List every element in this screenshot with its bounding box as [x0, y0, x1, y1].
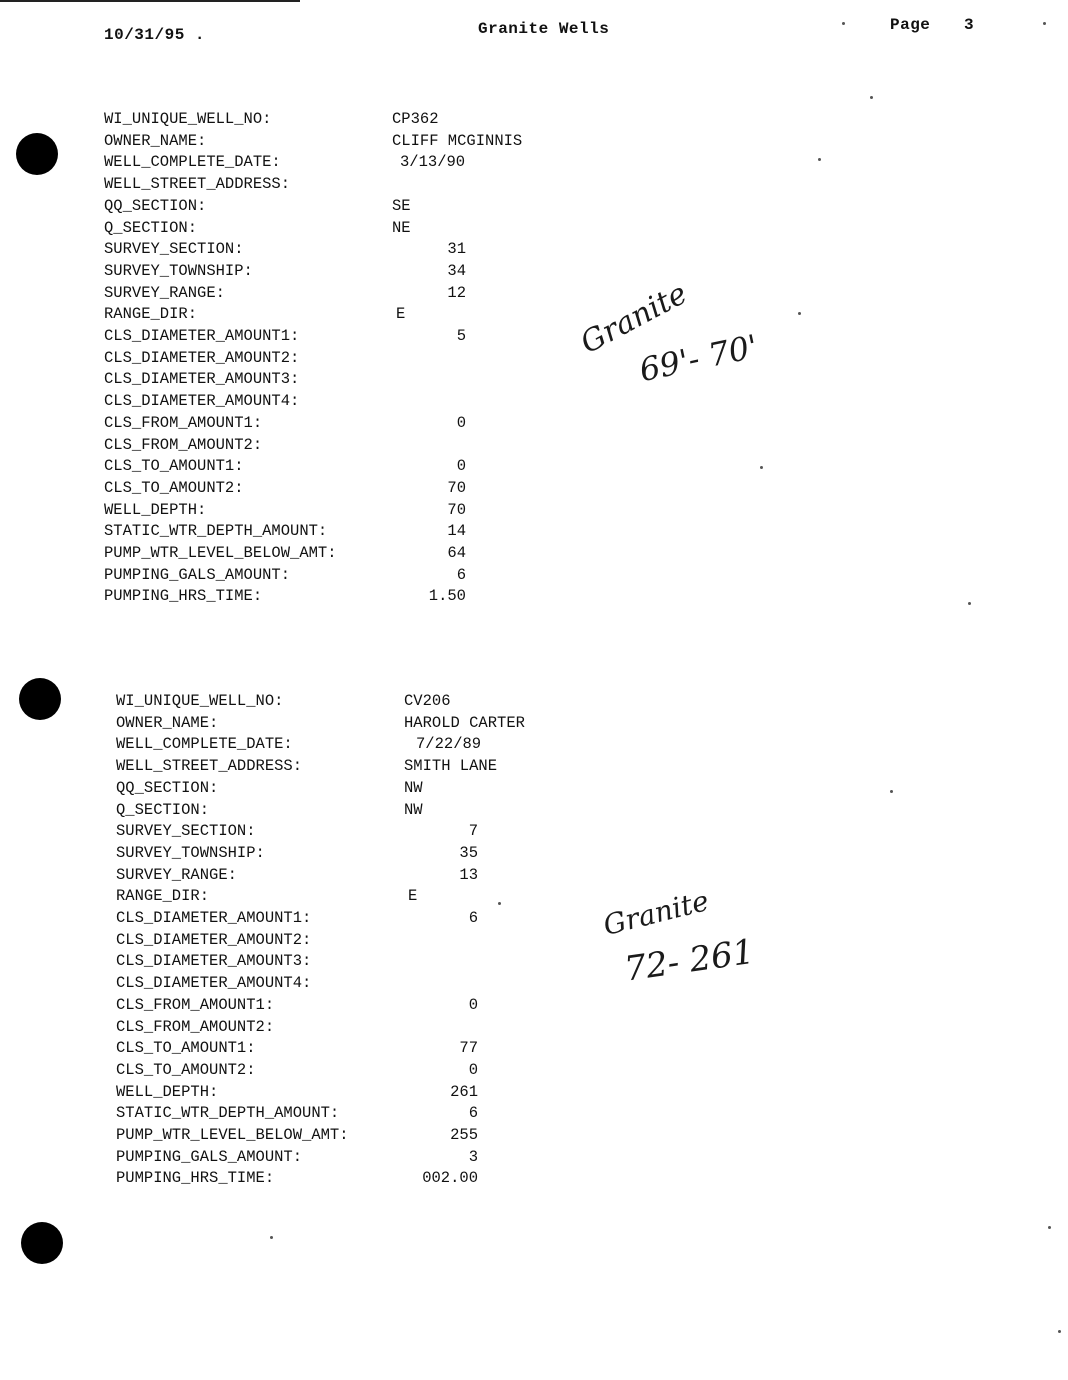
field-row-cls-from-amount2 — [104, 436, 564, 458]
field-row-pumping-gals-amount — [104, 566, 564, 588]
field-row-owner-name — [116, 714, 576, 736]
scan-speck — [968, 602, 971, 605]
field-row-range-dir — [104, 305, 564, 327]
scan-speck — [818, 158, 821, 161]
scan-speck — [798, 312, 801, 315]
handwritten-annotation-2-line1: Granite — [600, 884, 713, 943]
field-label-range-dir: RANGE_DIR: — [116, 887, 210, 906]
field-row-cls-from-amount1 — [116, 996, 576, 1018]
field-label-survey-township: SURVEY_TOWNSHIP: — [116, 843, 265, 862]
field-label-owner-name: OWNER_NAME: — [104, 131, 207, 150]
field-label-pumping-gals-amount: PUMPING_GALS_AMOUNT: — [116, 1147, 303, 1166]
scan-speck — [1058, 1330, 1061, 1333]
field-label-well-complete-date: WELL_COMPLETE_DATE: — [116, 735, 293, 754]
handwritten-annotation-1-line1: Granite — [575, 276, 693, 361]
field-value-pumping-gals-amount: 6 — [456, 565, 466, 584]
field-row-pumping-gals-amount — [116, 1148, 576, 1170]
field-value-cls-to-amount2: 70 — [447, 478, 466, 497]
field-value-pumping-hrs-time: 1.50 — [428, 587, 466, 606]
field-label-cls-diameter-amount1: CLS_DIAMETER_AMOUNT1: — [104, 327, 300, 345]
scan-speck — [498, 902, 501, 905]
field-value-cls-to-amount1: 77 — [459, 1039, 478, 1058]
field-label-qq-section: QQ_SECTION: — [116, 778, 219, 797]
field-row-well-complete-date — [104, 153, 564, 175]
field-row-cls-diameter-amount2 — [116, 931, 576, 953]
field-value-well-complete-date: 7/22/89 — [416, 735, 482, 754]
well-record-cp362 — [104, 110, 564, 610]
field-row-wi-unique-well-no — [116, 692, 576, 714]
field-label-cls-to-amount2: CLS_TO_AMOUNT2: — [104, 478, 244, 497]
field-value-survey-township: 34 — [447, 261, 466, 280]
field-label-pumping-gals-amount: PUMPING_GALS_AMOUNT: — [104, 565, 291, 584]
field-row-cls-from-amount1 — [104, 414, 564, 436]
field-value-static-wtr-depth-amount: 6 — [468, 1104, 478, 1123]
field-label-qq-section: QQ_SECTION: — [104, 196, 207, 215]
field-value-well-street-address: SMITH LANE — [404, 757, 498, 776]
field-label-cls-from-amount1: CLS_FROM_AMOUNT1: — [104, 413, 263, 432]
field-value-survey-section: 31 — [447, 240, 466, 259]
field-label-survey-range: SURVEY_RANGE: — [104, 283, 225, 302]
field-value-range-dir: E — [408, 887, 418, 906]
field-label-pump-wtr-level-below-amt: PUMP_WTR_LEVEL_BELOW_AMT: — [104, 544, 337, 562]
field-label-cls-to-amount2: CLS_TO_AMOUNT2: — [116, 1060, 256, 1079]
top-rule — [0, 0, 300, 2]
field-label-cls-from-amount2: CLS_FROM_AMOUNT2: — [104, 435, 263, 454]
field-row-pump-wtr-level-below-amt — [104, 544, 564, 566]
field-label-cls-diameter-amount3: CLS_DIAMETER_AMOUNT3: — [104, 370, 300, 389]
field-row-pumping-hrs-time — [104, 587, 564, 609]
scan-speck — [1043, 22, 1046, 25]
field-row-range-dir — [116, 887, 576, 909]
field-row-well-depth — [116, 1083, 576, 1105]
field-value-cls-to-amount1: 0 — [456, 457, 466, 476]
field-row-survey-range — [104, 284, 564, 306]
print-date: 10/31/95 . — [104, 26, 206, 44]
field-value-wi-unique-well-no: CV206 — [404, 692, 451, 710]
field-label-well-depth: WELL_DEPTH: — [116, 1082, 219, 1101]
field-label-well-complete-date: WELL_COMPLETE_DATE: — [104, 153, 281, 172]
binder-hole-top — [16, 133, 58, 175]
field-value-pumping-gals-amount: 3 — [468, 1147, 478, 1166]
field-value-qq-section: NW — [404, 778, 423, 797]
well-record-cv206 — [116, 692, 576, 1192]
field-label-cls-from-amount1: CLS_FROM_AMOUNT1: — [116, 995, 275, 1014]
field-label-survey-section: SURVEY_SECTION: — [104, 240, 244, 259]
field-value-survey-section: 7 — [468, 822, 478, 841]
handwritten-annotation-2-line2: 72- 261 — [622, 931, 757, 990]
field-label-wi-unique-well-no: WI_UNIQUE_WELL_NO: — [104, 110, 272, 128]
page-label: Page — [890, 16, 931, 34]
field-value-cls-from-amount1: 0 — [456, 413, 466, 432]
field-row-owner-name — [104, 132, 564, 154]
field-row-q-section — [116, 801, 576, 823]
field-row-survey-section — [116, 822, 576, 844]
field-label-cls-diameter-amount4: CLS_DIAMETER_AMOUNT4: — [116, 974, 312, 993]
field-label-cls-diameter-amount1: CLS_DIAMETER_AMOUNT1: — [116, 909, 312, 927]
field-label-cls-to-amount1: CLS_TO_AMOUNT1: — [116, 1039, 256, 1058]
field-label-cls-from-amount2: CLS_FROM_AMOUNT2: — [116, 1017, 275, 1036]
field-label-q-section: Q_SECTION: — [116, 800, 210, 819]
field-value-wi-unique-well-no: CP362 — [392, 110, 439, 128]
field-value-q-section: NE — [392, 218, 411, 237]
field-value-pump-wtr-level-below-amt: 255 — [450, 1126, 478, 1144]
field-row-cls-diameter-amount3 — [104, 370, 564, 392]
scan-speck — [1048, 1226, 1051, 1229]
field-value-pumping-hrs-time: 002.00 — [422, 1169, 478, 1188]
field-value-qq-section: SE — [392, 196, 411, 215]
field-label-well-depth: WELL_DEPTH: — [104, 500, 207, 519]
field-row-well-complete-date — [116, 735, 576, 757]
field-row-static-wtr-depth-amount — [104, 522, 564, 544]
field-label-q-section: Q_SECTION: — [104, 218, 198, 237]
field-value-static-wtr-depth-amount: 14 — [447, 522, 466, 541]
binder-hole-bottom — [21, 1222, 63, 1264]
field-value-q-section: NW — [404, 800, 423, 819]
field-label-cls-diameter-amount3: CLS_DIAMETER_AMOUNT3: — [116, 952, 312, 971]
field-label-survey-range: SURVEY_RANGE: — [116, 865, 237, 884]
field-row-pumping-hrs-time — [116, 1169, 576, 1191]
scan-speck — [760, 466, 763, 469]
field-row-cls-to-amount1 — [104, 457, 564, 479]
field-row-cls-diameter-amount1 — [116, 909, 576, 931]
field-label-pumping-hrs-time: PUMPING_HRS_TIME: — [116, 1169, 275, 1188]
field-label-static-wtr-depth-amount: STATIC_WTR_DEPTH_AMOUNT: — [104, 522, 328, 541]
field-label-owner-name: OWNER_NAME: — [116, 713, 219, 732]
field-row-static-wtr-depth-amount — [116, 1104, 576, 1126]
field-row-q-section — [104, 219, 564, 241]
field-row-cls-to-amount2 — [104, 479, 564, 501]
field-row-cls-diameter-amount2 — [104, 349, 564, 371]
field-row-wi-unique-well-no — [104, 110, 564, 132]
field-value-owner-name: HAROLD CARTER — [404, 713, 525, 732]
field-label-cls-diameter-amount4: CLS_DIAMETER_AMOUNT4: — [104, 392, 300, 411]
field-value-range-dir: E — [396, 305, 406, 324]
field-label-survey-township: SURVEY_TOWNSHIP: — [104, 261, 253, 280]
field-row-survey-township — [116, 844, 576, 866]
field-value-survey-township: 35 — [459, 843, 478, 862]
field-row-cls-diameter-amount1 — [104, 327, 564, 349]
field-row-cls-diameter-amount4 — [104, 392, 564, 414]
field-row-well-street-address — [104, 175, 564, 197]
field-value-well-depth: 70 — [447, 500, 466, 519]
field-label-cls-diameter-amount2: CLS_DIAMETER_AMOUNT2: — [104, 348, 300, 367]
field-value-owner-name: CLIFF MCGINNIS — [392, 131, 523, 150]
field-label-well-street-address: WELL_STREET_ADDRESS: — [116, 757, 303, 776]
field-row-well-depth — [104, 501, 564, 523]
field-row-pump-wtr-level-below-amt — [116, 1126, 576, 1148]
field-label-cls-to-amount1: CLS_TO_AMOUNT1: — [104, 457, 244, 476]
field-label-pump-wtr-level-below-amt: PUMP_WTR_LEVEL_BELOW_AMT: — [116, 1126, 349, 1144]
field-value-survey-range: 12 — [447, 283, 466, 302]
field-label-wi-unique-well-no: WI_UNIQUE_WELL_NO: — [116, 692, 284, 710]
field-row-well-street-address — [116, 757, 576, 779]
field-row-qq-section — [104, 197, 564, 219]
field-label-survey-section: SURVEY_SECTION: — [116, 822, 256, 841]
field-label-cls-diameter-amount2: CLS_DIAMETER_AMOUNT2: — [116, 930, 312, 949]
field-row-survey-section — [104, 240, 564, 262]
field-row-qq-section — [116, 779, 576, 801]
field-value-cls-diameter-amount1: 6 — [468, 909, 478, 927]
field-value-well-depth: 261 — [450, 1082, 478, 1101]
binder-hole-middle — [19, 678, 61, 720]
document-title: Granite Wells — [478, 20, 610, 38]
field-value-pump-wtr-level-below-amt: 64 — [447, 544, 466, 562]
field-row-cls-to-amount1 — [116, 1039, 576, 1061]
field-label-range-dir: RANGE_DIR: — [104, 305, 198, 324]
field-row-cls-diameter-amount4 — [116, 974, 576, 996]
field-row-cls-from-amount2 — [116, 1018, 576, 1040]
field-label-static-wtr-depth-amount: STATIC_WTR_DEPTH_AMOUNT: — [116, 1104, 340, 1123]
field-row-cls-diameter-amount3 — [116, 952, 576, 974]
handwritten-annotation-1-line2: 69'- 70' — [636, 327, 762, 390]
field-value-well-complete-date: 3/13/90 — [400, 153, 466, 172]
field-value-cls-diameter-amount1: 5 — [456, 327, 466, 345]
scan-speck — [842, 22, 845, 25]
page-number: 3 — [964, 16, 975, 34]
scan-speck — [890, 790, 893, 793]
field-row-survey-range — [116, 866, 576, 888]
field-value-cls-from-amount1: 0 — [468, 995, 478, 1014]
field-value-cls-to-amount2: 0 — [468, 1060, 478, 1079]
field-row-survey-township — [104, 262, 564, 284]
scan-speck — [870, 96, 873, 99]
field-label-well-street-address: WELL_STREET_ADDRESS: — [104, 175, 291, 194]
field-value-survey-range: 13 — [459, 865, 478, 884]
field-row-cls-to-amount2 — [116, 1061, 576, 1083]
scan-speck — [270, 1236, 273, 1239]
field-label-pumping-hrs-time: PUMPING_HRS_TIME: — [104, 587, 263, 606]
